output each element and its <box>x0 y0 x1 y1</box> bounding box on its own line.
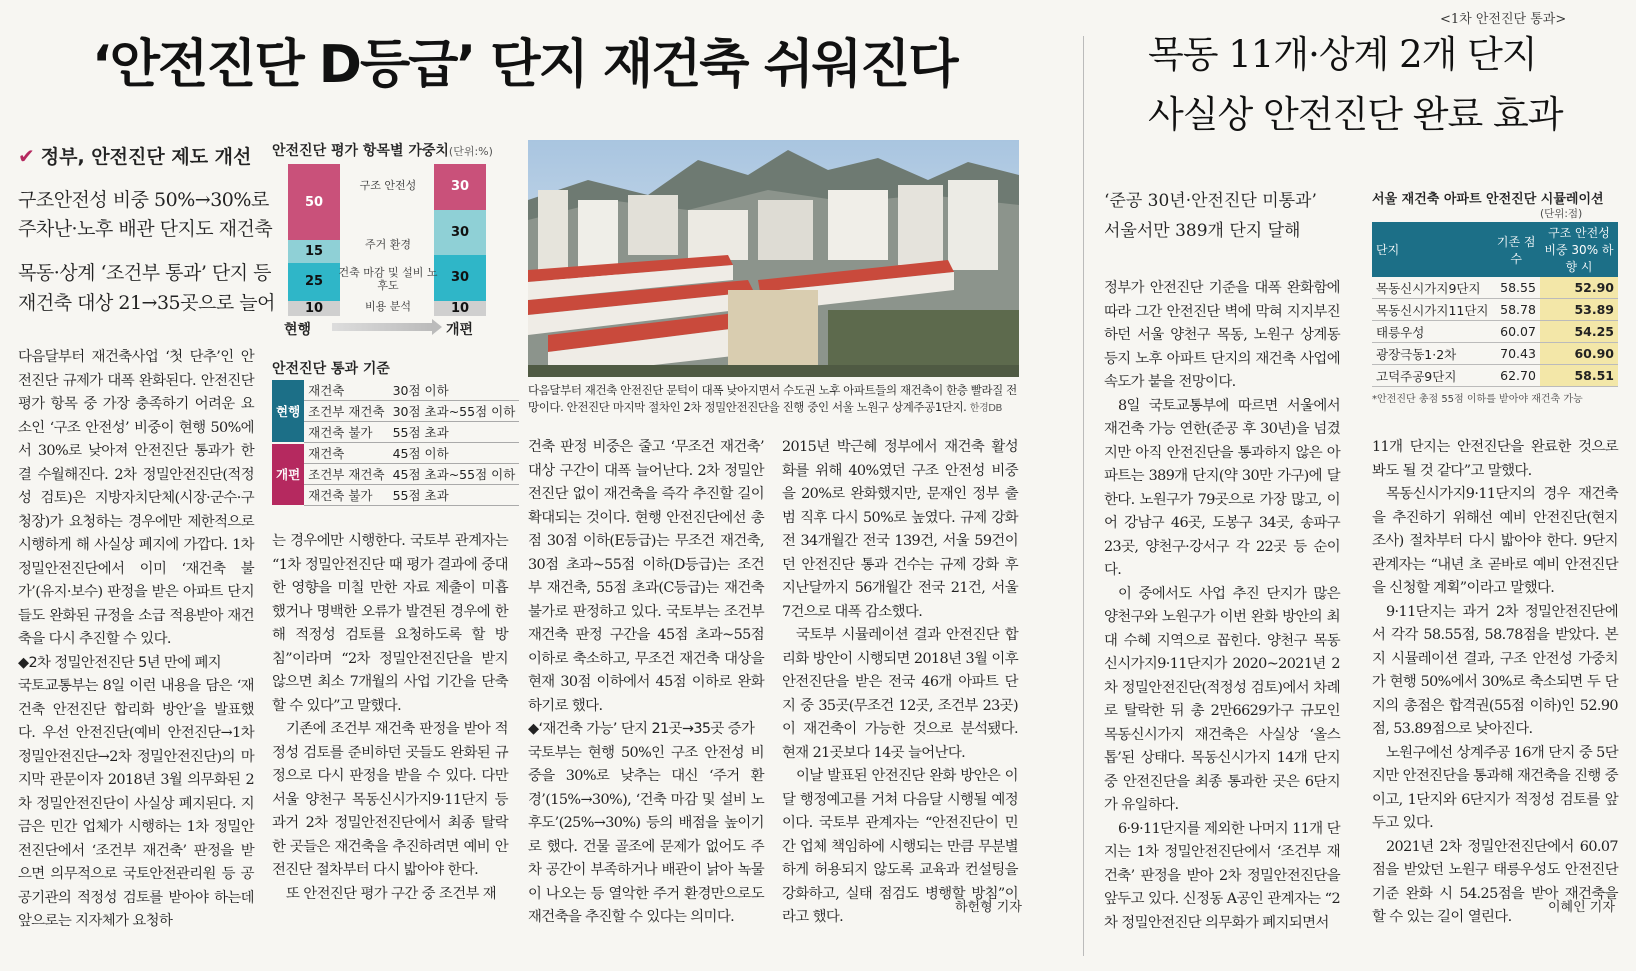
sim-table-row <box>1372 365 1618 387</box>
body-column-3: 건축 판정 비중은 줄고 ‘무조건 재건축’ 대상 구간이 대폭 늘어난다. 2차 정밀안전진단 없이 재건축을 즉각 추진할 길이 확대되는 것이다. 현행 안전진단에선 총점 30점 이하(E등급)는 무조건 재건축, 30점 초과~55점 이하(D등급)는 조건부 재건축, 55점 초과(C등급)는 재건축 불가로 판정하고 있다. 국토부는 조건부 재건축 판정 구간을 45점 초과~55점 이하로 축소하고, 무조건 재건축 대상을 현재 30점 이하에서 45점 이하로 완화하기로 했다. ◆‘재건축 가능’ 단지 21곳→35곳 증가 국토부는 현행 50%인 구조 안전성 비중을 30%로 낮추는 대신 ‘주거 환경’(15%→30%), ‘건축 마감 및 설비 노후도’(25%→30%) 등의 배점을 높이기로 했다. 건물 골조에 문제가 없어도 주차 공간이 부족하거나 배관이 낡아 녹물이 나오는 등 열악한 주거 환경만으로도 재건축을 추진할 수 있다는 의미다. <box>528 439 764 925</box>
revised-segment: 30 <box>434 164 486 210</box>
sim-table-row <box>1372 343 1618 365</box>
revised-label: 개편 <box>446 322 474 338</box>
revised-score: 53.89 <box>1540 299 1618 321</box>
right-subheadline: ‘준공 30년·안전진단 미통과’ 서울서만 389개 단지 달해 <box>1104 191 1317 241</box>
column-divider <box>1083 36 1084 956</box>
body-column-1: 다음달부터 재건축사업 ‘첫 단추’인 안전진단 규제가 대폭 완화된다. 안전진단 평가 항목 중 가장 충족하기 어려운 요소인 ‘구조 안전성’ 비중이 현행 50%에서 30%로 낮아져 안전진단 통과가 한결 수월해진다. 2차 정밀안전진단(적정성 검토)은 지방자치단체(시장·군수·구청장)가 요청하는 경우에만 제한적으로 시행하게 해 사실상 폐지에 가깝다. 1차 정밀안전진단에서 이미 ‘재건축 불가’(유지·보수) 판정을 받은 아파트 단지들도 완화된 규정을 소급 적용받아 재건축을 다시 추진할 수 있다. ◆2차 정밀안전진단 5년 만에 폐지 국토교통부는 8일 이런 내용을 담은 ‘재건축 안전진단 합리화 방안’을 발표했다. 우선 안전진단(예비 안전진단→1차 정밀안전진단→2차 정밀안전진단)의 마지막 관문이자 2018년 3월 의무화된 2차 정밀안전진단이 사실상 폐지된다. 지금은 민간 업체가 시행하는 1차 정밀안전진단에서 ‘조건부 재건축’ 판정을 받으면 의무적으로 국토안전관리원 등 공공기관의 적정성 검토를 받아야 하는데 앞으로는 지자체가 요청하 <box>18 349 254 929</box>
right-headline-line2: 사실상 안전진단 완료 효과 <box>1148 93 1563 136</box>
body-column-5: 정부가 안전진단 기준을 대폭 완화함에 따라 그간 안전진단 벽에 막혀 지지부진하던 서울 양천구 목동, 노원구 상계동 등지 노후 아파트 단지의 재건축 사업에 속도가 붙을 전망이다. 8일 국토교통부에 따르면 서울에서 재건축 가능 연한(준공 후 30년)을 넘겼지만 아직 안전진단을 통과하지 않은 아파트는 389개 단지(약 30만 가구)에 달한다. 노원구가 79곳으로 가장 많고, 이어 강남구 46곳, 도봉구 34곳, 송파구 23곳, 양천구·강서구 각 22곳 등 순이다. 이 중에서도 사업 추진 단지가 많은 양천구와 노원구가 이번 완화 방안의 최대 수혜 지역으로 꼽힌다. 양천구 목동신시가지9·11단지가 2020~2021년 2차 정밀안전진단(적정성 검토)에서 차례로 탈락한 뒤 총 2만6629가구 규모인 목동신시가지 재건축은 사실상 ‘올스톱’된 상태다. 목동신시가지 14개 단지 중 안전진단을 최종 통과한 곳은 6단지가 유일하다. 6·9·11단지를 제외한 나머지 11개 단지는 1차 정밀안전진단에서 ‘조건부 재건축’ 판정을 받아 2차 정밀안전진단을 앞두고 있다. 신정동 A공인 관계자는 “2차 정밀안전진단 의무화가 폐지되면서 <box>1104 280 1340 931</box>
sim-table-row <box>1372 321 1618 343</box>
current-segment: 50 <box>288 164 340 240</box>
right-headline-line1: 목동 11개·상계 2개 단지 <box>1148 33 1537 76</box>
deck-line-3: 목동·상계 ‘조건부 통과’ 단지 등 <box>18 262 272 284</box>
existing-score: 62.70 <box>1493 365 1540 387</box>
arrow-bar <box>332 323 432 331</box>
body-column-2: 는 경우에만 시행한다. 국토부 관계자는 “1차 정밀안전진단 때 평가 결과에 중대한 영향을 미칠 만한 자료 제출이 미흡했거나 명백한 오류가 발견된 경우에 한해 적정성 검토를 요청하도록 할 방침”이라며 “2차 정밀안전진단을 받지 않으면 최소 7개월의 사업 기간을 단축할 수 있다”고 말했다. 기존에 조건부 재건축 판정을 받아 적정성 검토를 준비하던 곳들도 완화된 규정으로 다시 판정을 받을 수 있다. 다만 서울 양천구 목동신시가지9·11단지 등 과거 2차 정밀안전진단에서 최종 탈락한 곳들은 재건축을 추진하려면 예비 안전진단 절차부터 다시 밟아야 한다. 또 안전진단 평가 구간 중 조건부 재 <box>272 533 508 902</box>
right-tag: <1차 안전진단 통과> <box>1440 12 1567 27</box>
photo-credit: 한경DB <box>969 403 1002 414</box>
sim-table: 단지 기존 점수 구조 안전성 비중 30% 하향 시 목동신시가지9단지 58.55 52.90 목동신시가지11단지 58.78 53.89 태릉우성 60.07 54.25 광장극동1·2차 70.43 60.90 고덕주공9단지 62.70 58.51 *안전진단 총점 55점 이하를 받아야 재건축 가능 <box>1372 222 1618 405</box>
existing-score: 58.78 <box>1493 299 1540 321</box>
criteria-table: 현행 재건축 30점 이하 조건부 재건축 30점 초과~55점 이하 재건축 불가 55점 초과 개편 재건축 45점 이하 조건부 재건축 45점 초과~55점 이하 재건축 불가 55점 초과 <box>272 380 508 507</box>
deck-line-4: 재건축 대상 21→35곳으로 늘어 <box>18 292 275 314</box>
weights-chart-title: 안전진단 평가 항목별 가중치(단위:%) <box>272 143 493 159</box>
revised-segment: 30 <box>434 210 486 256</box>
section-heading: ◆‘재건축 가능’ 단지 21곳→35곳 증가 <box>528 721 755 737</box>
arrow-right-icon <box>432 319 442 335</box>
complex-name: 광장극동1·2차 <box>1372 343 1493 365</box>
byline-1: 하헌형 기자 <box>955 900 1022 915</box>
headline: ‘안전진단 D등급’ 단지 재건축 쉬워진다 <box>92 35 957 95</box>
complex-name: 목동신시가지9단지 <box>1372 277 1493 299</box>
deck-line-2: 주차난·노후 배관 단지도 재건축 <box>18 218 273 240</box>
complex-name: 고덕주공9단지 <box>1372 365 1493 387</box>
weights-label-aging: 건축 마감 및 설비 노후도 <box>338 266 438 292</box>
revised-score: 58.51 <box>1540 365 1618 387</box>
check-icon: ✔ <box>18 144 35 168</box>
photo-caption: 다음달부터 재건축 안전진단 문턱이 대폭 낮아지면서 수도권 노후 아파트들의 재건축이 한층 빨라질 전망이다. 안전진단 마지막 절차인 2차 정밀안전진단을 진행 중인 서울 노원구 상계주공1단지. 한경DB <box>528 383 1017 414</box>
sim-table-row <box>1372 277 1618 299</box>
revised-score: 60.90 <box>1540 343 1618 365</box>
revised-segment: 30 <box>434 255 486 301</box>
byline-2: 이혜인 기자 <box>1548 900 1615 915</box>
weights-label-structure: 구조 안전성 <box>359 179 417 192</box>
sim-table-row <box>1372 299 1618 321</box>
revised-score: 52.90 <box>1540 277 1618 299</box>
apartment-photo <box>528 140 1019 377</box>
existing-score: 60.07 <box>1493 321 1540 343</box>
revised-score: 54.25 <box>1540 321 1618 343</box>
revised-segment: 10 <box>434 301 486 316</box>
weights-label-environment: 주거 환경 <box>364 238 411 251</box>
article-subtitle: ✔ 정부, 안전진단 제도 개선 <box>18 144 252 168</box>
criteria-title: 안전진단 통과 기준 <box>272 361 390 377</box>
current-segment: 25 <box>288 263 340 301</box>
sim-table-unit: (단위:점) <box>1540 208 1583 220</box>
section-heading: ◆2차 정밀안전진단 5년 만에 폐지 <box>18 654 222 671</box>
deck-line-1: 구조안전성 비중 50%→30%로 <box>18 189 269 211</box>
current-segment: 10 <box>288 301 340 316</box>
weights-chart <box>272 164 512 340</box>
body-column-6: 11개 단지는 안전진단을 완료한 것으로 봐도 될 것 같다”고 말했다. 목동신시가지9·11단지의 경우 재건축을 추진하기 위해선 예비 안전진단(현지 조사) 절차부터 다시 밟아야 한다. 9단지 관계자는 “내년 초 곧바로 예비 안전진단을 신청할 계획”이라고 말했다. 9·11단지는 과거 2차 정밀안전진단에서 각각 58.55점, 58.78점을 받았다. 본지 시뮬레이션 결과, 구조 안전성 가중치가 현행 50%에서 30%로 축소되면 두 단지의 총점은 합격권(55점 이하)인 52.90점, 53.89점으로 낮아진다. 노원구에선 상계주공 16개 단지 중 5단지만 안전진단을 통과해 재건축을 진행 중이고, 1단지와 6단지가 적정성 검토를 앞두고 있다. 2021년 2차 정밀안전진단에서 60.07점을 받았던 노원구 태릉우성도 안전진단 기준 완화 시 54.25점을 받아 재건축을 할 수 있는 길이 열린다. <box>1372 439 1618 925</box>
existing-score: 70.43 <box>1493 343 1540 365</box>
existing-score: 58.55 <box>1493 277 1540 299</box>
complex-name: 목동신시가지11단지 <box>1372 299 1493 321</box>
complex-name: 태릉우성 <box>1372 321 1493 343</box>
current-segment: 15 <box>288 240 340 263</box>
current-label: 현행 <box>284 322 312 338</box>
sim-table-note: *안전진단 총점 55점 이하를 받아야 재건축 가능 <box>1372 394 1583 405</box>
sim-table-title: 서울 재건축 아파트 안전진단 시뮬레이션 <box>1372 192 1604 207</box>
body-column-4: 2015년 박근혜 정부에서 재건축 활성화를 위해 40%였던 구조 안전성 비중을 20%로 완화했지만, 문재인 정부 출범 직후 다시 50%로 높였다. 규제 강화 전 34개월간 전국 139건, 서울 59건이던 안전진단 통과 건수는 규제 강화 후 지난달까지 56개월간 전국 21건, 서울 7건으로 대폭 감소했다. 국토부 시뮬레이션 결과 안전진단 합리화 방안이 시행되면 2018년 3월 이후 안전진단을 받은 전국 46개 아파트 단지 중 35곳(무조건 12곳, 조건부 23곳)이 재건축이 가능한 것으로 분석됐다. 현재 21곳보다 14곳 늘어난다. 이날 발표된 안전진단 완화 방안은 이달 행정예고를 거쳐 다음달 시행될 예정이다. 국토부 관계자는 “안전진단이 민간 업체 책임하에 시행되는 만큼 무분별하게 허용되지 않도록 교육과 컨설팅을 강화하고, 실태 점검도 병행할 방침”이라고 했다. <box>782 439 1018 925</box>
weights-label-cost: 비용 분석 <box>364 300 411 313</box>
